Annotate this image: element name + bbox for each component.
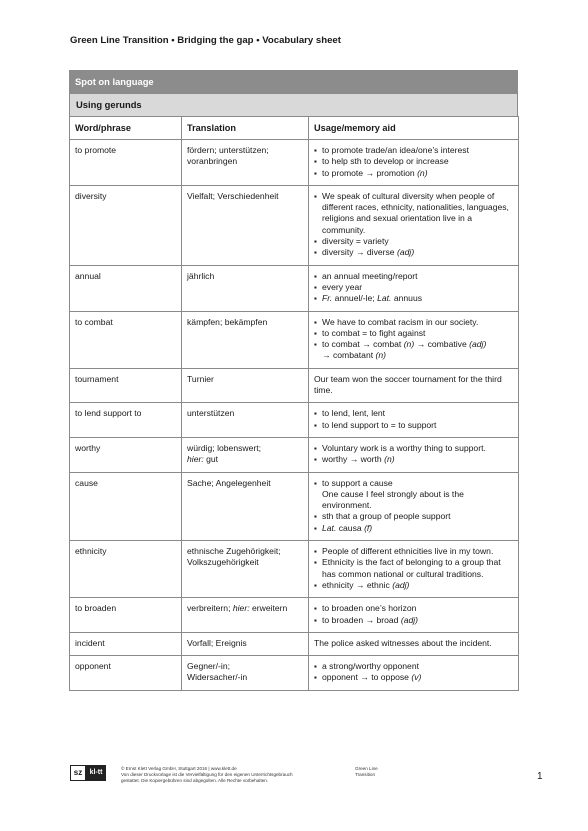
- series-line: Green Line: [355, 766, 378, 771]
- translation-cell: verbreitern; hier: erweitern: [182, 598, 309, 633]
- copyright-line: © Ernst Klett Verlag GmbH, Stuttgart 2016 | www.klett.de: [121, 766, 237, 771]
- column-header-translation: Translation: [182, 117, 309, 140]
- usage-item: ▪ to broaden → broad (adj): [314, 615, 513, 626]
- translation-cell: Gegner/-in; Widersacher/-in: [182, 656, 309, 691]
- logo-left-mark: sz: [70, 765, 86, 781]
- table-row: [70, 265, 519, 311]
- usage-list: [314, 408, 513, 431]
- translation-cell: jährlich: [182, 265, 309, 311]
- translation-cell: würdig; lobenswert; hier: gut: [182, 437, 309, 472]
- word-cell: to combat: [70, 311, 182, 368]
- table-row: [70, 541, 519, 598]
- translation-cell: Turnier: [182, 368, 309, 403]
- usage-list: [314, 603, 513, 626]
- section-subtitle: Using gerunds: [69, 94, 518, 116]
- copyright-notice: [121, 766, 331, 784]
- word-cell: to promote: [70, 140, 182, 186]
- usage-item: ▪ to broaden one’s horizon: [314, 603, 513, 614]
- usage-item: ▪ opponent → to oppose (v): [314, 672, 513, 683]
- usage-item: ▪ every year: [314, 282, 513, 293]
- word-cell: to lend support to: [70, 403, 182, 438]
- usage-list: [314, 443, 513, 466]
- usage-cell: [309, 185, 519, 265]
- usage-item: ▪ Fr. annuel/-le; Lat. annuus: [314, 293, 513, 304]
- table-row: [70, 437, 519, 472]
- word-cell: opponent: [70, 656, 182, 691]
- series-name: [355, 766, 378, 778]
- usage-list: [314, 145, 513, 179]
- table-row: [70, 311, 519, 368]
- publisher-logo: [70, 765, 106, 781]
- usage-item: ▪ ethnicity → ethnic (adj): [314, 580, 513, 591]
- usage-item: ▪ Voluntary work is a worthy thing to support.: [314, 443, 513, 454]
- table-header-row: [70, 117, 519, 140]
- table-row: [70, 140, 519, 186]
- usage-cell: [309, 311, 519, 368]
- word-cell: worthy: [70, 437, 182, 472]
- translation-cell: Vielfalt; Verschiedenheit: [182, 185, 309, 265]
- usage-cell: [309, 656, 519, 691]
- translation-cell: Vorfall; Ereignis: [182, 632, 309, 655]
- usage-item: ▪ Ethnicity is the fact of belonging to a group that has common national or cultural traditions.: [314, 557, 513, 580]
- usage-item: ▪ diversity = variety: [314, 236, 513, 247]
- word-cell: incident: [70, 632, 182, 655]
- usage-cell: [309, 541, 519, 598]
- usage-item: ▪ worthy → worth (n): [314, 454, 513, 465]
- usage-item: ▪ to combat → combat (n) → combative (adj) → combatant (n): [314, 339, 513, 362]
- section-title: Spot on language: [69, 70, 518, 94]
- usage-cell: [309, 437, 519, 472]
- table-row: [70, 598, 519, 633]
- usage-item: ▪ a strong/worthy opponent: [314, 661, 513, 672]
- usage-cell: The police asked witnesses about the incident.: [309, 632, 519, 655]
- usage-cell: [309, 403, 519, 438]
- word-cell: diversity: [70, 185, 182, 265]
- usage-item: ▪ to support a cause One cause I feel strongly about is the environment.: [314, 478, 513, 512]
- usage-item: ▪ to lend, lent, lent: [314, 408, 513, 419]
- word-cell: ethnicity: [70, 541, 182, 598]
- usage-list: [314, 661, 513, 684]
- usage-list: [314, 271, 513, 305]
- usage-list: [314, 546, 513, 591]
- table-row: [70, 185, 519, 265]
- usage-cell: [309, 598, 519, 633]
- translation-cell: unterstützen: [182, 403, 309, 438]
- table-row: [70, 656, 519, 691]
- translation-cell: kämpfen; bekämpfen: [182, 311, 309, 368]
- word-cell: cause: [70, 472, 182, 540]
- usage-cell: [309, 140, 519, 186]
- usage-item: ▪ to lend support to = to support: [314, 420, 513, 431]
- copyright-line: Von dieser Druckvorlage ist die Vervielfältigung für den eigenen Unterrichtsgebrauch: [121, 772, 293, 777]
- usage-item: ▪ to promote → promotion (n): [314, 168, 513, 179]
- page-title: Green Line Transition • Bridging the gap • Vocabulary sheet: [70, 35, 341, 46]
- vocabulary-sheet: [69, 70, 518, 691]
- word-cell: to broaden: [70, 598, 182, 633]
- usage-cell: [309, 265, 519, 311]
- translation-cell: fördern; unterstützen; voranbringen: [182, 140, 309, 186]
- usage-cell: [309, 472, 519, 540]
- translation-cell: ethnische Zugehörigkeit; Volkszugehörigkeit: [182, 541, 309, 598]
- usage-item: ▪ diversity → diverse (adj): [314, 247, 513, 258]
- column-header-word: Word/phrase: [70, 117, 182, 140]
- table-row: [70, 403, 519, 438]
- column-header-usage: Usage/memory aid: [309, 117, 519, 140]
- word-cell: tournament: [70, 368, 182, 403]
- usage-item: ▪ We have to combat racism in our society.: [314, 317, 513, 328]
- usage-item: ▪ We speak of cultural diversity when people of different races, ethnicity, nationalities, languages, religions and sexual orientation live in a community.: [314, 191, 513, 236]
- table-row: [70, 632, 519, 655]
- usage-item: ▪ to combat = to fight against: [314, 328, 513, 339]
- word-cell: annual: [70, 265, 182, 311]
- series-line: Transition: [355, 772, 375, 777]
- table-row: [70, 368, 519, 403]
- usage-item: ▪ Lat. causa (f): [314, 523, 513, 534]
- usage-list: [314, 191, 513, 259]
- usage-item: ▪ People of different ethnicities live in my town.: [314, 546, 513, 557]
- usage-item: ▪ to help sth to develop or increase: [314, 156, 513, 167]
- usage-list: [314, 478, 513, 534]
- usage-list: [314, 317, 513, 362]
- page-number: 1: [537, 771, 543, 782]
- usage-item: ▪ an annual meeting/report: [314, 271, 513, 282]
- logo-right-mark: kl-tt: [86, 765, 106, 781]
- usage-cell: Our team won the soccer tournament for the third time.: [309, 368, 519, 403]
- usage-item: ▪ sth that a group of people support: [314, 511, 513, 522]
- copyright-line: gestattet. Die Kopiergebühren sind abgegolten. Alle Rechte vorbehalten.: [121, 778, 269, 783]
- translation-cell: Sache; Angelegenheit: [182, 472, 309, 540]
- usage-item: ▪ to promote trade/an idea/one’s interest: [314, 145, 513, 156]
- table-row: [70, 472, 519, 540]
- vocabulary-table: [69, 116, 519, 691]
